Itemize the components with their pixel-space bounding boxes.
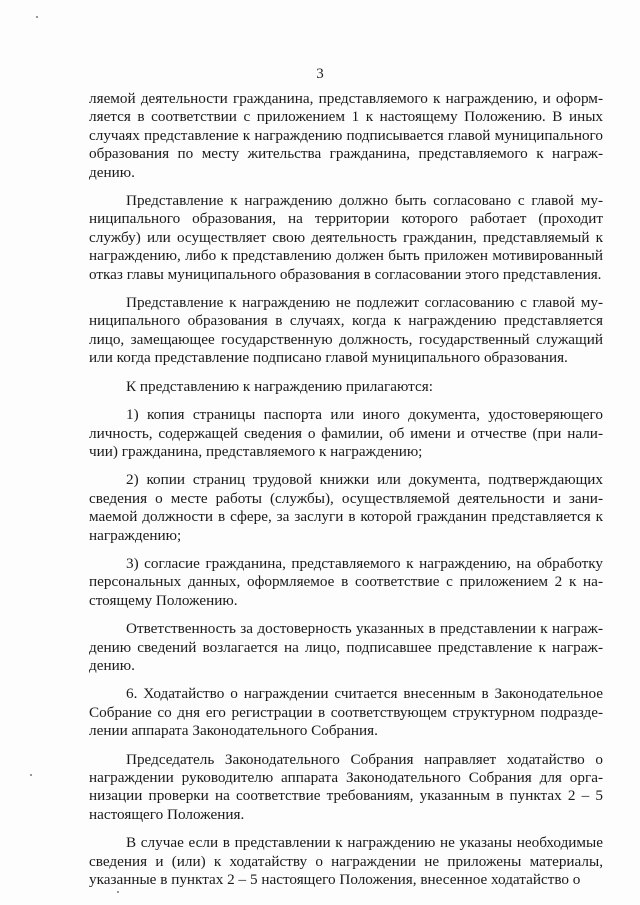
paragraph-responsibility: Ответственность за достоверность указанных в представлении к награждению сведений возлагается на лицо, подписавшее представление к награждению. xyxy=(89,620,603,674)
scan-speck xyxy=(30,774,32,776)
list-item-consent: 3) согласие гражданина, представляемого к награждению, на обработку персональных данных, оформляемое в соответствие с приложением 2 к настоящему Положению. xyxy=(89,554,603,609)
paragraph-section-6: 6. Ходатайство о награждении считается внесенным в Законодательное Собрание со дня его регистрации в соответствующем структурном подразделении аппарата Законодательного Собрания. xyxy=(89,685,603,740)
paragraph-attachments-intro: К представлению к награждению прилагаются: xyxy=(126,377,433,395)
paragraph-approval: Представление к награждению должно быть согласовано с главой муниципального образования, на территории которого работает (проходит службу) или осуществляет свою деятельность гражданин, представляемый к награждению, либо к представлению должен быть приложен мотивированный отказ главы муниципального образования в согласовании этого представления. xyxy=(89,192,603,283)
list-item-employment: 2) копии страниц трудовой книжки или документа, подтверждающих сведения о месте работы (службы), осуществляемой деятельности и занимаемой должности в сфере, за заслуги в которой гражданин представляется к награждению; xyxy=(89,471,603,544)
paragraph-missing-info: В случае если в представлении к награждению не указаны необходимые сведения и (или) к ходатайству о награждении не приложены материалы, указанные в пунктах 2 – 5 настоящего Положения, внесенное ходатайство о xyxy=(89,834,603,889)
paragraph-no-approval: Представление к награждению не подлежит согласованию с главой муниципального образования в случаях, когда к награждению представляется лицо, замещающее государственную должность, государственный служащий или когда представление подписано главой муниципального образования. xyxy=(89,294,603,367)
paragraph-chairman: Председатель Законодательного Собрания направляет ходатайство о награждении руководителю аппарата Законодательного Собрания для организации проверки на соответствие требованиям, указанным в пунктах 2 – 5 настоящего Положения. xyxy=(89,750,603,823)
document-body xyxy=(89,90,603,899)
list-item-passport: 1) копия страницы паспорта или иного документа, удостоверяющего личность, содержащей сведения о фамилии, об имени и отчестве (при наличии) гражданина, представляемого к награждению; xyxy=(89,406,603,460)
page-number: 3 xyxy=(316,66,324,82)
paragraph-continuation: ляемой деятельности гражданина, представляемого к награждению, и оформляется в соответствии с приложением 1 к настоящему Положению. В иных случаях представление к награждению подписывается главой муниципального образования по месту жительства гражданина, представляемого к награждению. xyxy=(89,90,603,181)
scan-speck xyxy=(36,16,38,18)
scan-speck xyxy=(117,891,119,893)
